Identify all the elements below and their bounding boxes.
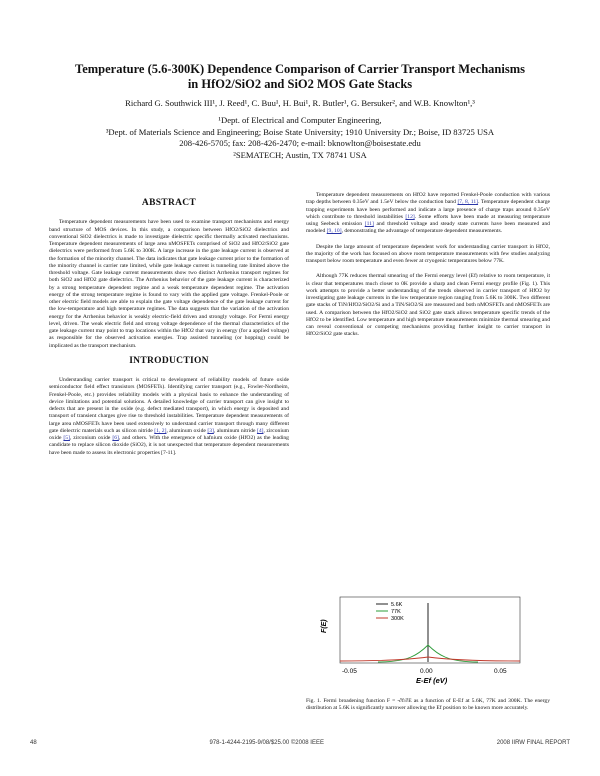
citation-link[interactable]: [5] (63, 435, 70, 441)
affiliation-line: ²SEMATECH; Austin, TX 78741 USA (233, 149, 367, 160)
page-footer (30, 740, 570, 746)
intro-text: , zirconium oxide (69, 435, 111, 441)
citation-link[interactable]: [1, 2] (154, 427, 167, 434)
body-paragraph: Despite the large amount of temperature dependent work for understanding carrier transport in HfO2, the majority of the work has focused on above room temperature measurements with few studies analyzing transport below room temperature and even fewer at cryogenic temperatures below 77K. (306, 243, 550, 264)
plot-frame (340, 597, 520, 663)
body-text: . Some efforts have been made at measuring temperature using Seebeck emission (306, 213, 550, 227)
legend-label: 300K (391, 616, 404, 622)
body-text: Temperature dependent measurements on HfO2 have reported Frenkel-Poole conduction with various trap depths between 0.35eV and 1.5eV below the conduction band (306, 192, 550, 206)
citation-link[interactable]: [9, 10] (326, 228, 342, 235)
author-list: Richard G. Southwick III¹, J. Reed¹, C. Buu¹, H. Bui¹, R. Butler¹, G. Bersuker², and W.B. Knowlton¹,³ (125, 98, 475, 108)
fermi-broadening-figure (318, 595, 528, 685)
citation-link[interactable]: [12] (405, 213, 415, 220)
abstract-paragraph: Temperature dependent measurements have been used to examine transport mechanisms and energy band structure of MOS devices. In this study, a comparison between HfO2/SiO2 dielectrics and conventional SiO2 dielectrics is made to investigate dielectric specific thermally activated mechanisms. Temperature dependent measurements of large area nMOSFETs comprised of SiO2 and HfO2/SiO2 gate dielectrics were performed from 5.6K to 300K. A large increase in the gate leakage current is observed at the formation of the minority channel. The data indicates that gate leakage current prior to the formation of the minority channel is carrier rate limited, while gate leakage current is tunneling rate limited above the threshold voltage. Gate leakage current measurements show two distinct Arrhenius transport regimes for both SiO2 and HfO2 gate dielectrics. The Arrhenius behavior of the gate leakage current is characterized by a strong temperature dependent regime and a weak temperature dependent regime. The activation energy of the strong temperature regime is found to vary with the applied gate voltage. Frenkel-Poole or other electric field models are able to explain the gate voltage dependence of the gate leakage current for the low-temperature and high temperature regimes. The data suggests that the variation of the activation energy for the Arrhenius behavior is weakly electric-field driven and strongly voltage. For Fermi energy level, driven. The weak electric field and strong voltage dependence of the thermal characteristics of the gate leakage current may point to trap locations within the HfO2 that vary in energy (for a applied voltage) as responsible for the observed activation energies. Trap assisted tunneling (or hopping) could be implicated as the transport mechanism. (49, 219, 289, 349)
report-title: 2008 IIRW FINAL REPORT (496, 740, 570, 746)
affiliation-line: ³Dept. of Materials Science and Engineering; Boise State University; 1910 University Dr.; Boise, ID 83725 USA (105, 126, 495, 137)
citation-link[interactable]: [7, 8, 11] (457, 199, 479, 206)
title-line-1: Temperature (5.6-300K) Dependence Comparison of Carrier Transport Mechanisms (75, 62, 525, 76)
x-tick-label: 0.05 (494, 668, 507, 675)
citation-link[interactable]: [6] (112, 435, 119, 441)
body-paragraph: Although 77K reduces thermal smearing of the Fermi energy level (Ef) relative to room temperature, it is clear that temperatures much closer to 0K provide a sharp and clean Fermi energy profile (Fig. 1). This work attempts to provide a better understanding of the trends observed in carrier transport of HfO2 by investigating gate leakage currents in the low temperature region ranging from 5.6K to 300K. Two different gate stacks of TiN/HfO2/SiO2/Si and a TiN/SiO2/Si are measured and both nMOSFETs and nMOSFETs are used. A comparison between the HfO2/SiO2 and SiO2 gate stack allows temperature specific trends of the HfO2 to be identified. Low temperature and high temperature measurements minimize thermal smearing and can reveal conventional or competing mechanisms providing further insight to carrier transport in HfO2/SiO2 gate stacks. (306, 273, 550, 338)
legend (376, 602, 404, 622)
intro-text: , and others. With the emergence of hafnium oxide (HfO2) as the leading candidate to replace silicon dioxide (SiO2), it is not unexpected that temperature dependent measurements have been made to assess its electronic properties [7-11]. (49, 435, 289, 456)
citation-link[interactable]: [11] (364, 221, 374, 227)
right-column (306, 192, 550, 347)
legend-label: 77K (391, 609, 401, 615)
introduction-heading: INTRODUCTION (129, 355, 209, 366)
intro-text: , aluminum oxide (166, 427, 206, 434)
page-number: 48 (30, 740, 37, 746)
body-text: and threshold voltage and steady state currents have been measured and modeled (306, 221, 550, 235)
x-axis-label: E-Ef (eV) (416, 676, 448, 685)
citation-link[interactable]: [4] (256, 427, 264, 434)
introduction-paragraph (49, 377, 289, 457)
intro-text: , aluminum nitride (213, 427, 256, 434)
copyright-line: 978-1-4244-2195-9/08/$25.00 ©2008 IEEE (209, 740, 324, 746)
affiliation-line: 208-426-5705; fax: 208-426-2470; e-mail: bknowlton@boisestate.edu (179, 138, 421, 148)
legend-label: 5.6K (391, 602, 403, 608)
body-text: . Temperature dependent charge trapping experiments have been performed and indicate a large presence of charge traps around 0.35eV which contribute to threshold instabilities (306, 199, 550, 220)
body-text: , demonstrating the advantage of temperature dependent measurements. (341, 228, 503, 235)
abstract-heading: ABSTRACT (141, 198, 197, 208)
y-axis-label: F(E) (321, 619, 328, 633)
affiliations (40, 115, 560, 161)
title-line-2: in HfO2/SiO2 and SiO2 MOS Gate Stacks (187, 77, 413, 91)
left-column (49, 192, 289, 465)
paper-title (40, 62, 560, 92)
body-paragraph (306, 192, 550, 236)
intro-text: , zirconium oxide (49, 427, 290, 441)
figure-caption: Fig. 1. Fermi broadening function F = -∂f/∂E as a function of E-Ef at 5.6K, 77K and 300K. The energy distribution at 5.6K is significantly narrower allowing the Ef position to be known more accurately. (306, 698, 550, 712)
affiliation-line: ¹Dept. of Electrical and Computer Engineering, (218, 115, 382, 125)
x-tick-label: -0.05 (342, 668, 357, 675)
x-tick-label: 0.00 (420, 668, 433, 675)
curve-300K (340, 657, 520, 661)
intro-text: Understanding carrier transport is critical to development of reliability models of future oxide semiconductor field effect transistors (MOSFETs). Identifying carrier transport (e.g., Fowler-Nordheim, Frenkel-Poole, etc.) provides reliability models with a physical basis to enhance the understanding of device limitations and potential solutions. A detailed knowledge of carrier transport can give insight to defects that are present in the oxide (e.g. defect mediated transport), in which energy is deposited and transport of transient charges give rise to threshold instabilities. Temperature dependent measurements of large area nMOSFETs have been used extensively to understand carrier transport through many different gate dielectric materials such as silicon nitride (49, 377, 289, 434)
citation-link[interactable]: [3] (207, 427, 214, 434)
